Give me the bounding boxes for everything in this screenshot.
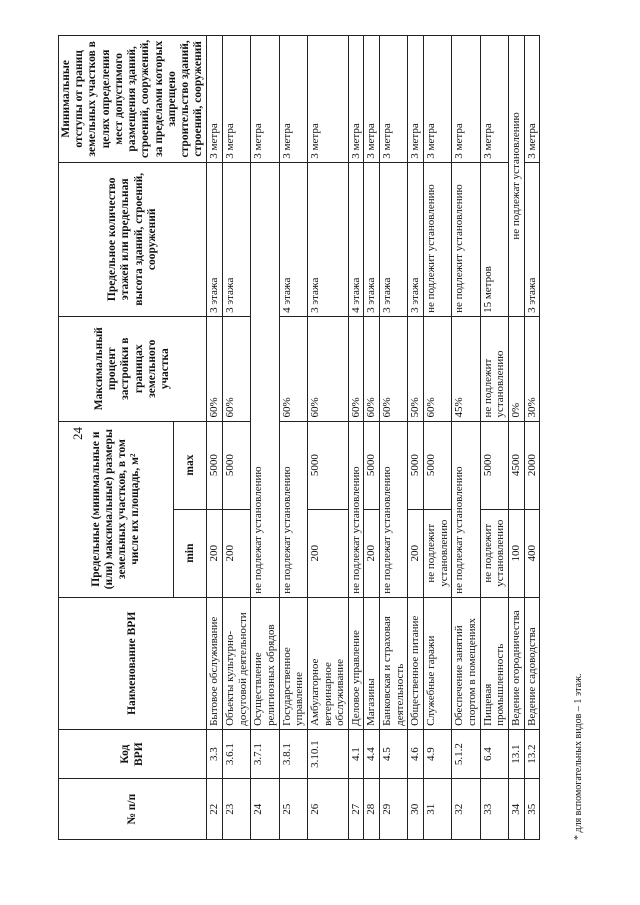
table-body <box>207 36 540 840</box>
row-name: Ведение садоводства <box>524 597 540 729</box>
header-min: min <box>174 509 207 597</box>
table-row <box>480 36 508 840</box>
row-name: Осуществление религиозных обрядов <box>251 597 279 729</box>
table-row <box>452 36 480 840</box>
row-percent: 30% <box>524 316 540 421</box>
row-min: 200 <box>408 509 424 597</box>
table-row <box>223 36 251 840</box>
row-floors: 3 этажа <box>524 162 540 316</box>
row-setback: 3 метра <box>424 36 452 163</box>
row-percent: 0% <box>508 316 524 421</box>
row-max: 5000 <box>307 421 348 509</box>
row-setback: 3 метра <box>207 36 223 163</box>
header-max: max <box>174 421 207 509</box>
row-name: Деловое управление <box>348 597 364 729</box>
row-floors: 4 этажа <box>279 162 307 316</box>
row-setback: 3 метра <box>452 36 480 163</box>
row-percent: 45% <box>452 316 480 421</box>
row-code: 4.9 <box>424 729 452 779</box>
row-num: 34 <box>508 779 524 840</box>
row-setback: 3 метра <box>524 36 540 163</box>
row-max: 4500 <box>508 421 524 509</box>
row-code: 3.3 <box>207 729 223 779</box>
header-percent: Максимальный процент застройки в границах земельного участка <box>59 316 207 421</box>
row-max: 5000 <box>364 421 380 509</box>
row-size-span: не подлежат установлению <box>279 421 307 597</box>
row-max: 5000 <box>408 421 424 509</box>
header-name: Наименование ВРИ <box>59 597 207 729</box>
row-setback: 3 метра <box>480 36 508 163</box>
row-percent: 60% <box>223 316 251 421</box>
row-code: 4.4 <box>364 729 380 779</box>
row-floors: 15 метров <box>480 162 508 316</box>
row-min: 200 <box>223 509 251 597</box>
header-size-group: Предельные (минимальные и (или) максимальные) размеры земельных участков, в том числе их площадь, м² <box>59 421 174 597</box>
row-num: 23 <box>223 779 251 840</box>
row-floors: 3 этажа <box>408 162 424 316</box>
row-min: не подлежит установлению <box>424 509 452 597</box>
table-row <box>307 36 348 840</box>
row-code: 3.10.1 <box>307 729 348 779</box>
row-percent: 60% <box>207 316 223 421</box>
row-percent: 60% <box>424 316 452 421</box>
rotated-sheet <box>58 35 563 840</box>
row-floors: 3 этажа <box>364 162 380 316</box>
header-setback: Минимальные отступы от границ земельных участков в целях определения мест допустимого размещения зданий, строений, сооружений, за пределами которых запрещено строительство зданий, строений, сооружений <box>59 36 207 163</box>
row-num: 35 <box>524 779 540 840</box>
row-floors: не подлежит установлению <box>452 162 480 316</box>
row-max: 5000 <box>207 421 223 509</box>
row-setback: 3 метра <box>223 36 251 163</box>
table-row <box>207 36 223 840</box>
row-min: 200 <box>307 509 348 597</box>
row-num: 25 <box>279 779 307 840</box>
row-name: Общественное питание <box>408 597 424 729</box>
row-code: 4.6 <box>408 729 424 779</box>
header-floors: Предельное количество этажей или предельная высота зданий, строений, сооружений <box>59 162 207 316</box>
row-name: Обеспечение занятий спортом в помещениях <box>452 597 480 729</box>
row-name: Банковская и страховая деятельность <box>380 597 408 729</box>
row-percent: не подлежит установлению <box>480 316 508 421</box>
row-min: 400 <box>524 509 540 597</box>
row-num: 33 <box>480 779 508 840</box>
row-max: 5000 <box>480 421 508 509</box>
table-row <box>251 36 279 840</box>
row-num: 27 <box>348 779 364 840</box>
row-num: 30 <box>408 779 424 840</box>
row-floors: не подлежит установлению <box>424 162 452 316</box>
row-num: 28 <box>364 779 380 840</box>
row-name: Объекты культурно-досуговой деятельности <box>223 597 251 729</box>
footnote: * для вспомогательных видов – 1 этаж. <box>573 673 584 840</box>
row-min: 100 <box>508 509 524 597</box>
row-size-span: не подлежат установлению <box>380 421 408 597</box>
table-row <box>524 36 540 840</box>
table-row <box>408 36 424 840</box>
row-percent: 50% <box>408 316 424 421</box>
row-percent: 60% <box>279 316 307 421</box>
row-floors: 3 этажа <box>380 162 408 316</box>
row-setback: 3 метра <box>348 36 364 163</box>
row-code: 3.6.1 <box>223 729 251 779</box>
row-floors: 3 этажа <box>307 162 348 316</box>
row-setback: 3 метра <box>279 36 307 163</box>
row-name: Магазины <box>364 597 380 729</box>
row-setback: 3 метра <box>364 36 380 163</box>
row-name: Ведение огородничества <box>508 597 524 729</box>
row-floors: 4 этажа <box>348 162 364 316</box>
header-num: № п/п <box>59 779 207 840</box>
row-name: Бытовое обслуживание <box>207 597 223 729</box>
row-code: 4.5 <box>380 729 408 779</box>
page-number: 24 <box>70 427 85 440</box>
row-max: 5000 <box>223 421 251 509</box>
row-code: 3.7.1 <box>251 729 279 779</box>
row-code: 13.1 <box>508 729 524 779</box>
table-row <box>348 36 364 840</box>
row-name: Пищевая промышленность <box>480 597 508 729</box>
row-setback: 3 метра <box>251 36 279 163</box>
table-row <box>279 36 307 840</box>
row-name: Государственное управление <box>279 597 307 729</box>
row-num: 26 <box>307 779 348 840</box>
row-code: 6.4 <box>480 729 508 779</box>
row-code: 4.1 <box>348 729 364 779</box>
table-row <box>364 36 380 840</box>
row-min: 200 <box>207 509 223 597</box>
row-num: 22 <box>207 779 223 840</box>
row-num: 29 <box>380 779 408 840</box>
row-max: 2000 <box>524 421 540 509</box>
table-row <box>380 36 408 840</box>
row-code: 5.1.2 <box>452 729 480 779</box>
row-percent: 60% <box>307 316 348 421</box>
row-num: 31 <box>424 779 452 840</box>
row-num: 32 <box>452 779 480 840</box>
row-size-span: не подлежат установлению <box>452 421 480 597</box>
header-row <box>59 36 174 840</box>
row-percent: 60% <box>380 316 408 421</box>
row-percent: 60% <box>348 316 364 421</box>
row-size-span: не подлежат установлению <box>348 421 364 597</box>
table-row <box>424 36 452 840</box>
row-span-note: не подлежат установлению <box>251 162 279 597</box>
row-min: 200 <box>364 509 380 597</box>
regulations-table <box>58 35 540 840</box>
row-floors: 3 этажа <box>223 162 251 316</box>
row-tail-span: не подлежат установлению <box>508 36 524 317</box>
table-row <box>508 36 524 840</box>
row-percent: 60% <box>364 316 380 421</box>
header-code: Код ВРИ <box>59 729 207 779</box>
row-name: Амбулаторное ветеринарное обслуживание <box>307 597 348 729</box>
row-code: 3.8.1 <box>279 729 307 779</box>
row-max: 5000 <box>424 421 452 509</box>
row-setback: 3 метра <box>408 36 424 163</box>
row-setback: 3 метра <box>380 36 408 163</box>
row-name: Служебные гаражи <box>424 597 452 729</box>
row-num: 24 <box>251 779 279 840</box>
row-setback: 3 метра <box>307 36 348 163</box>
row-floors: 3 этажа <box>207 162 223 316</box>
row-min: не подлежит установлению <box>480 509 508 597</box>
row-code: 13.2 <box>524 729 540 779</box>
